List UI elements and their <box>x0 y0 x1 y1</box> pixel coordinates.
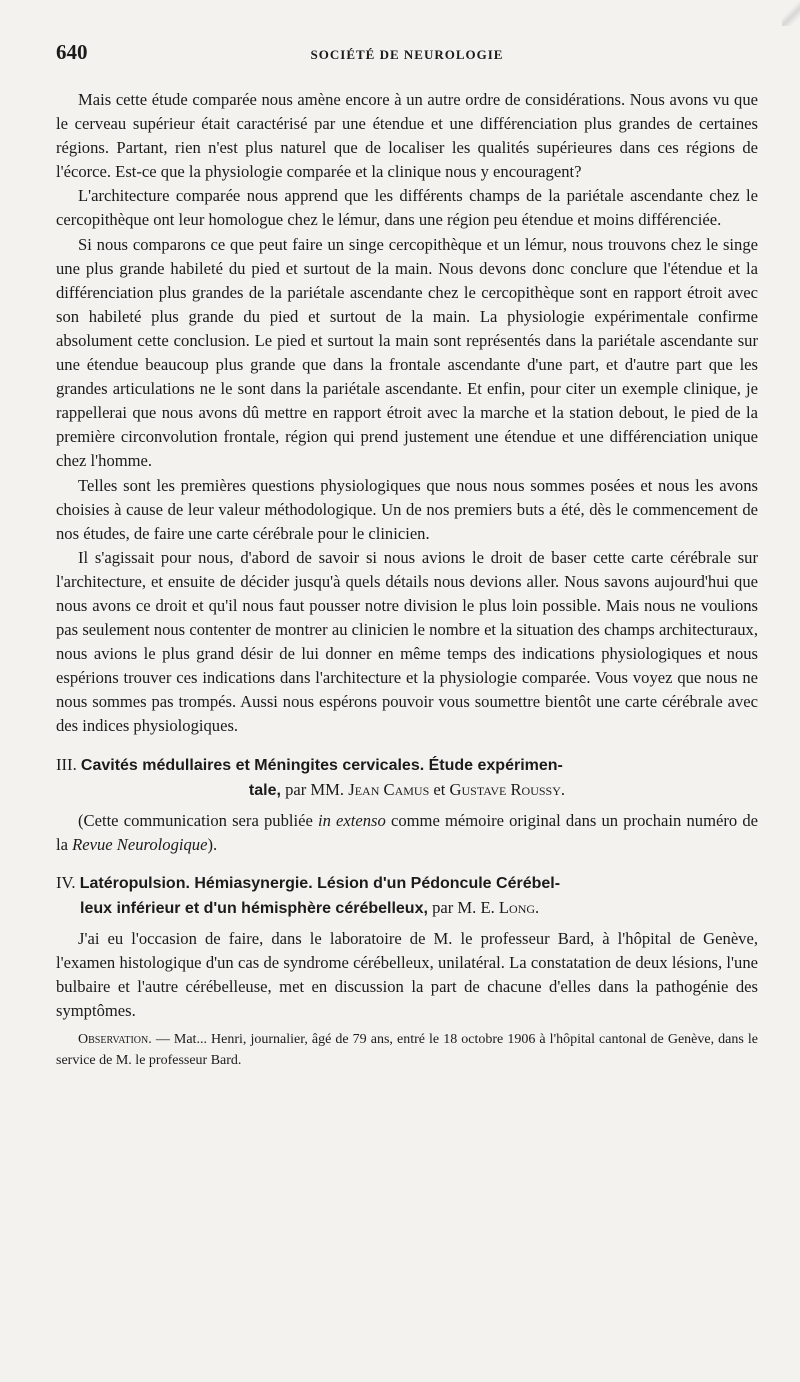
paragraph: Mais cette étude comparée nous amène encore à un autre ordre de considérations. Nous avons vu que le cerveau supérieur était caractérisé par une étendue et une différenciation plus grandes de certaines régions. Partant, rien n'est plus naturel que de localiser les qualités supérieures dans ces régions de l'écorce. Est-ce que la physiologie comparée et la clinique nous y encouragent? <box>56 90 758 182</box>
section-number: IV. <box>56 872 76 892</box>
byline-prefix: par M. E. <box>427 898 499 917</box>
section-number: III. <box>56 754 77 774</box>
section-heading-4 <box>56 871 758 921</box>
author-name: Jean Camus <box>348 779 430 799</box>
scan-artifact <box>782 0 800 26</box>
observation-text: — Mat... Henri, journalier, âgé de 79 ans, entré le 18 octobre 1906 à l'hôpital cantonal de Genève, dans le service de M. le professeur Bard. <box>56 1032 758 1069</box>
section-title-end: leux inférieur et d'un hémisphère cérébelleux, <box>80 900 428 917</box>
paragraph: Il s'agissait pour nous, d'abord de savoir si nous avions le droit de baser cette carte cérébrale sur l'architecture, et ensuite de décider jusqu'à quels détails nous devions aller. Nous savons aujourd'hui que nous avons ce droit et qu'il nous faut pousser notre division le plus loin possible. Mais nous ne voulions pas seulement nous contenter de montrer au clinicien le nombre et la situation des champs architecturaux, nous avions le plus grand désir de lui donner en même temps des indications physiologiques et nous espérions trouver ces indications dans l'architecture et la physiologie comparée. Vous voyez que nous ne nous sommes pas trompés. Aussi nous espérons pouvoir vous soumettre bientôt une carte cérébrale avec des indices physiologiques. <box>56 547 758 736</box>
section-title-end: tale, <box>248 781 281 799</box>
observation-label: Observation. <box>78 1032 152 1048</box>
section-heading-3 <box>56 753 758 803</box>
section-title: Latéropulsion. Hémiasynergie. Lésion d'un Pédoncule Cérébel- <box>79 874 561 892</box>
note-text: comme mémoire original dans un prochain numéro de la <box>56 810 758 854</box>
section-title-continued <box>56 778 758 803</box>
journal-title: Revue Neurologique <box>72 834 208 854</box>
note-italic: in extenso <box>317 810 386 830</box>
body-text <box>56 88 758 1071</box>
note-text: (Cette communication sera publiée <box>78 810 318 830</box>
byline-end: . <box>535 898 540 917</box>
page-header <box>56 40 758 74</box>
paragraph: Telles sont les premières questions physiologiques que nous nous sommes posées et nous les avons choisies à cause de leur valeur méthodologique. Un de nos premiers buts a été, dès le commencement de nos études, de faire une carte cérébrale pour le clinicien. <box>56 475 758 543</box>
note-text: ). <box>207 834 218 854</box>
paragraph: J'ai eu l'occasion de faire, dans le laboratoire de M. le professeur Bard, à l'hôpital de Genève, l'examen histologique d'un cas de syndrome cérébelleux, unilatéral. La constatation de deux lésions, l'une bulbaire et l'autre cérébelleuse, met en discussion la part de chacune d'elles dans la pathogénie des symptômes. <box>56 929 758 1021</box>
section-title: Cavités médullaires et Méningites cervicales. Étude expérimen- <box>80 756 563 774</box>
section-title-continued <box>56 896 758 921</box>
section-note <box>56 809 758 857</box>
author-name: Long <box>498 898 536 917</box>
byline-end: . <box>560 779 566 799</box>
byline-prefix: par MM. <box>280 779 349 799</box>
observation <box>56 1029 758 1071</box>
author-name: Gustave Roussy <box>449 779 561 799</box>
paragraph: L'architecture comparée nous apprend que les différents champs de la pariétale ascendante chez le cercopithèque ont leur homologue chez le lémur, dans une région peu étendue et moins différenciée. <box>56 186 758 230</box>
page-number: 640 <box>56 40 88 64</box>
page <box>56 40 758 1071</box>
paragraph: Si nous comparons ce que peut faire un singe cercopithèque et un lémur, nous trouvons chez le singe une plus grande habileté du pied et surtout de la main. Nous devons donc conclure que l'étendue et la différenciation plus grandes de la pariétale ascendante chez le cercopithèque sont en rapport étroit avec son habileté plus grande du pied et surtout de la main. La physiologie expérimentale confirme absolument cette conclusion. Le pied et surtout la main sont représentés dans la pariétale ascendante sur une étendue beaucoup plus grande que dans la frontale ascendante d'une part, et d'autre part que les grandes articulations ne le sont dans la pariétale ascendante. Et enfin, pour citer un exemple clinique, je rappellerai que nous avons dû mettre en rapport étroit avec la marche et la station debout, le pied de la première circonvolution frontale, région qui prend justement une étendue et une différenciation unique chez l'homme. <box>56 234 758 471</box>
running-head: SOCIÉTÉ DE NEUROLOGIE <box>310 47 504 62</box>
byline-and: et <box>429 779 450 799</box>
